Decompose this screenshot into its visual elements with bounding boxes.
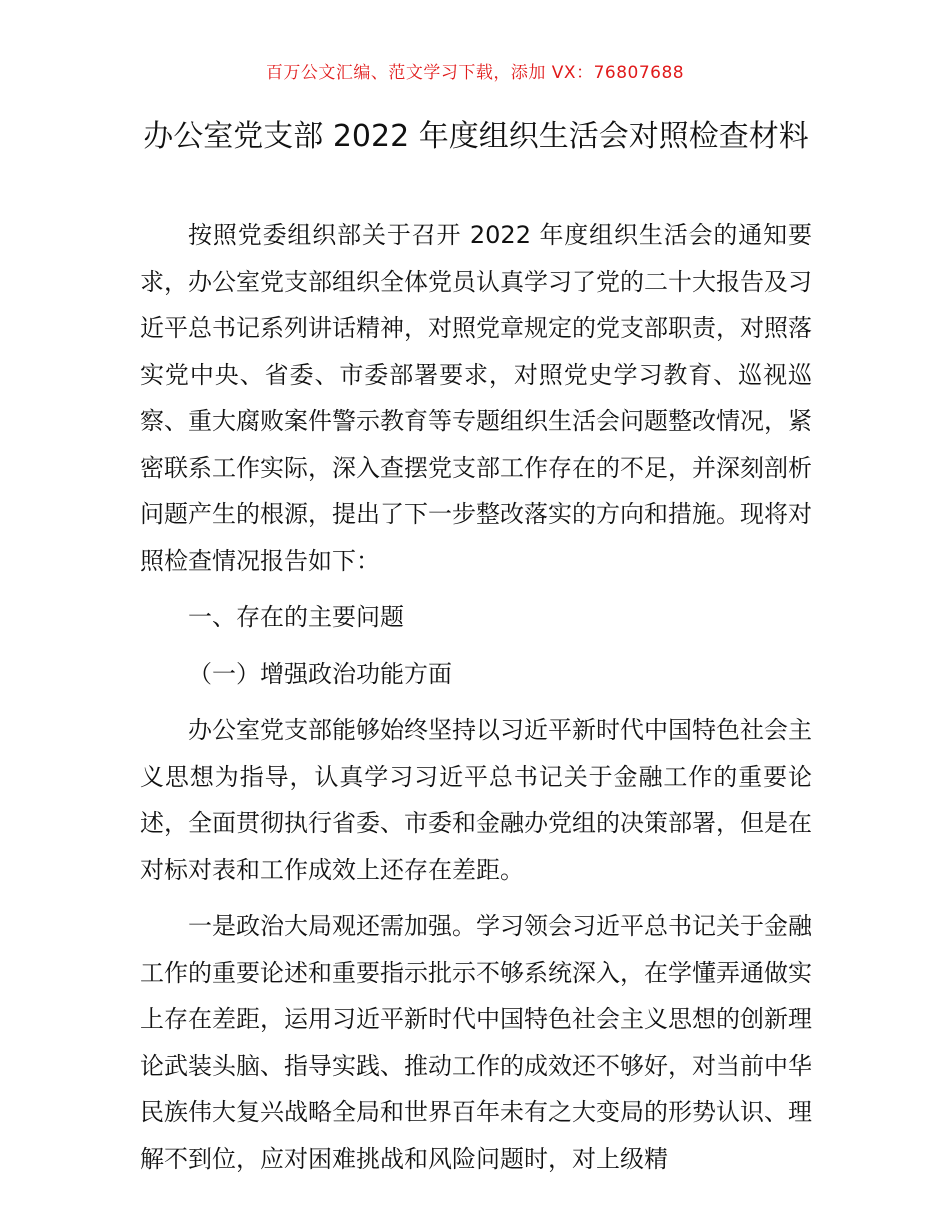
document-title: 办公室党支部 2022 年度组织生活会对照检查材料: [143, 119, 809, 154]
section-heading: 一、存在的主要问题: [188, 603, 404, 631]
body-paragraph: 办公室党支部能够始终坚持以习近平新时代中国特色社会主义思想为指导，认真学习习近平总书记关于金融工作的重要论述，全面贯彻执行省委、市委和金融办党组的决策部署，但是在对标对表和工作成效上还存在差距。: [140, 716, 812, 884]
watermark-header-note: 百万公文汇编、范文学习下载，添加 VX：76807688: [265, 63, 685, 83]
intro-paragraph: 按照党委组织部关于召开 2022 年度组织生活会的通知要求，办公室党支部组织全体党员认真学习了党的二十大报告及习近平总书记系列讲话精神，对照党章规定的党支部职责，对照落实党中央、省委、市委部署要求，对照党史学习教育、巡视巡察、重大腐败案件警示教育等专题组织生活会问题整改情况，紧密联系工作实际，深入查摆党支部工作存在的不足，并深刻剖析问题产生的根源，提出了下一步整改落实的方向和措施。现将对照检查情况报告如下：: [140, 221, 812, 575]
body-paragraph: 一是政治大局观还需加强。学习领会习近平总书记关于金融工作的重要论述和重要指示批示不够系统深入，在学懂弄通做实上存在差距，运用习近平新时代中国特色社会主义思想的创新理论武装头脑、指导实践、推动工作的成效还不够好，对当前中华民族伟大复兴战略全局和世界百年未有之大变局的形势认识、理解不到位，应对困难挑战和风险问题时，对上级精: [140, 912, 812, 1173]
subsection-heading: （一）增强政治功能方面: [188, 659, 452, 688]
document-body: [140, 212, 812, 1182]
